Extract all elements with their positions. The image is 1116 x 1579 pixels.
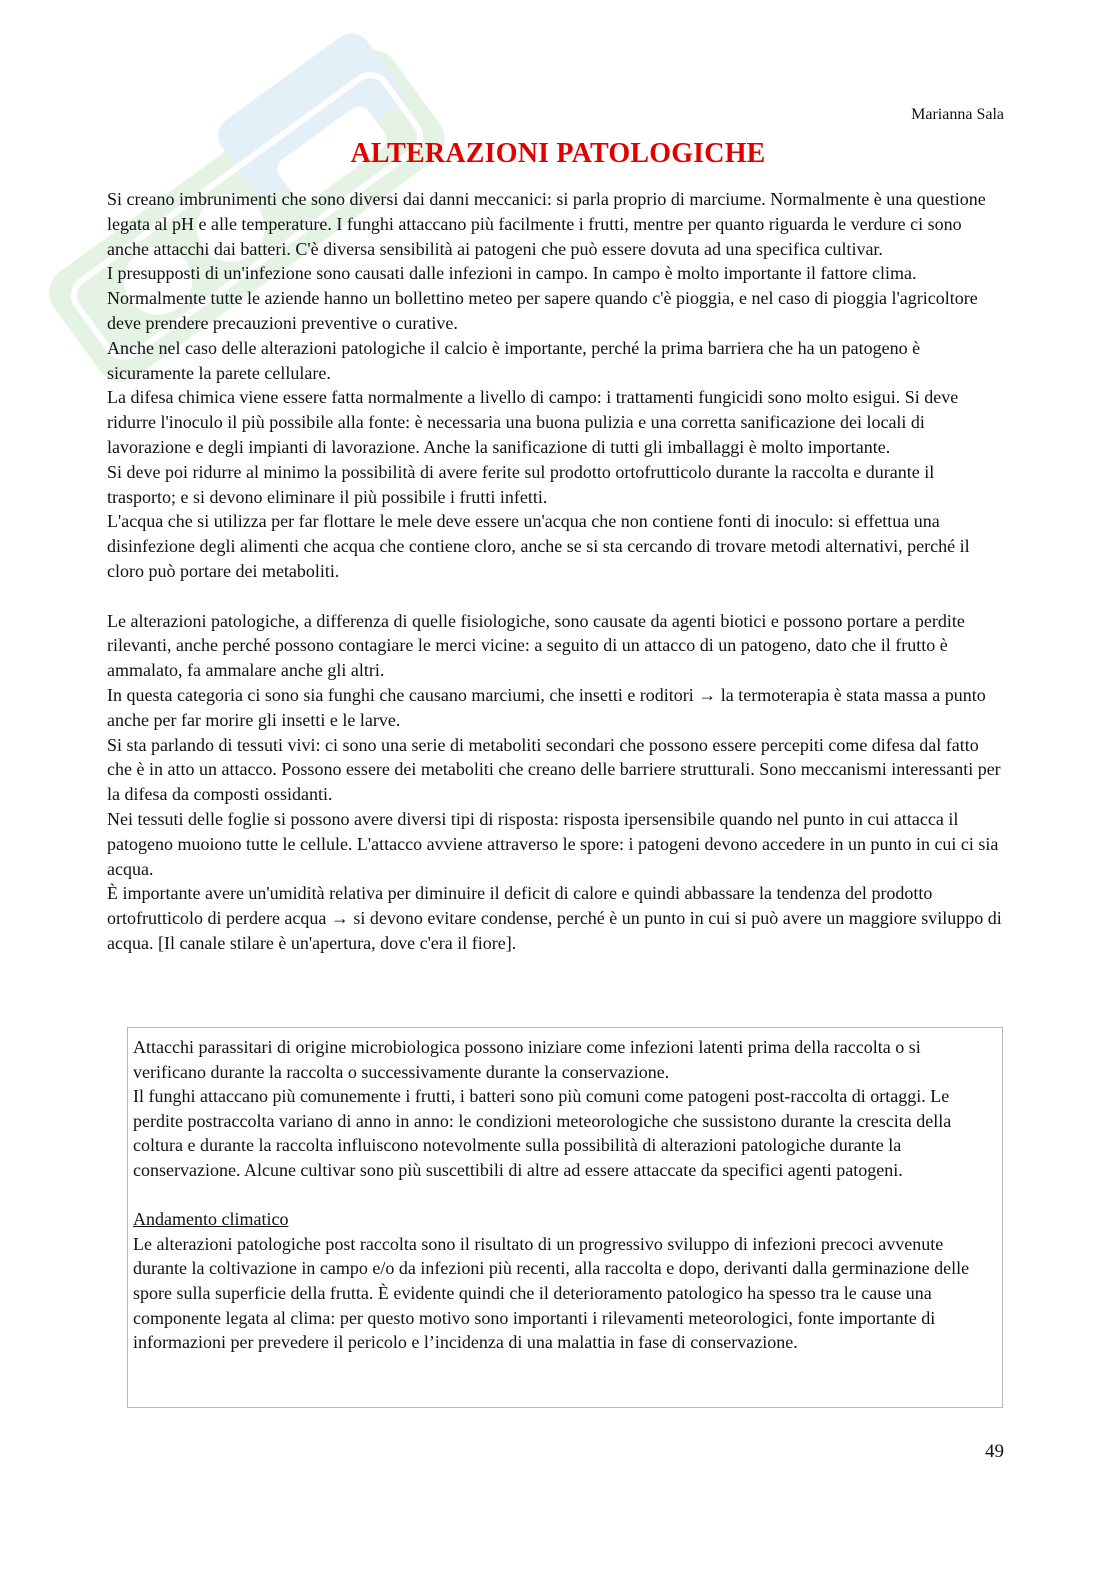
paragraph: La difesa chimica viene essere fatta normalmente a livello di campo: i trattamenti fungicidi sono molto esigui. Si deve ridurre l'inoculo il più possibile alla fonte: è necessaria una buona pulizia e una corretta sanificazione dei locali di lavorazione e degli impianti di lavorazione. Anche la sanificazione di tutti gli imballaggi è molto importante. [107, 387, 959, 457]
paragraph: Si deve poi ridurre al minimo la possibilità di avere ferite sul prodotto ortofrutticolo durante la raccolta e durante il trasporto; e si devono eliminare il più possibile i frutti infetti. [107, 461, 935, 507]
paragraph-spacer [133, 1183, 998, 1208]
paragraph: Si sta parlando di tessuti vivi: ci sono una serie di metaboliti secondari che possono essere percepiti come difesa dal fatto che è in atto un attacco. Possono essere dei metaboliti che creano delle barriere strutturali. Sono meccanismi interessanti per la difesa da composti ossidanti. [107, 734, 1001, 805]
paragraph: È importante avere un'umidità relativa per diminuire il deficit di calore e quindi abbassare la tendenza del prodotto ortofrutticolo di perdere acqua → si devono evitare condense, perché è un punto in cui si può avere un maggiore sviluppo di acqua. [Il canale stilare è un'apertura, dove c'era il fiore]. [107, 883, 1002, 953]
box-subheading: Andamento climatico [133, 1209, 289, 1230]
paragraph-spacer [107, 584, 1005, 609]
paragraph: In questa categoria ci sono sia funghi che causano marciumi, che insetti e roditori → la termoterapia è stata massa a punto anche per far morire gli insetti e le larve. [107, 684, 986, 730]
paragraph: I presupposti di un'infezione sono causati dalle infezioni in campo. In campo è molto importante il fattore clima. Normalmente tutte le aziende hanno un bollettino meteo per sapere quando c'è pioggia, e nel caso di pioggia l'agricoltore deve prendere precauzioni preventive o curative. [107, 263, 978, 333]
box-paragraph: Le alterazioni patologiche post raccolta sono il risultato di un progressivo sviluppo di infezioni precoci avvenute durante la coltivazione in campo e/o da infezioni più recenti, alla raccolta e dopo, derivanti dalla germinazione delle spore sulla superficie della frutta. È evidente quindi che il deterioramento patologico ha spesso tra le cause una componente legata al clima: per questo motivo sono importanti i rilevamenti meteorologici, fonte importante di informazioni per prevedere il pericolo e l’incidenza di una malattia in fase di conservazione. [133, 1233, 970, 1353]
page-title: ALTERAZIONI PATOLOGICHE [350, 138, 766, 169]
main-text [107, 187, 1005, 956]
paragraph: Nei tessuti delle foglie si possono avere diversi tipi di risposta: risposta ipersensibile quando nel punto in cui attacca il patogeno muoiono tutte le cellule. L'attacco avviene attraverso le spore: i patogeni devono accedere in un punto in cui ci sia acqua. [107, 808, 999, 879]
paragraph: Anche nel caso delle alterazioni patologiche il calcio è importante, perché la prima barriera che ha un patogeno è sicuramente la parete cellulare. [107, 337, 921, 383]
paragraph: L'acqua che si utilizza per far flottare le mele deve essere un'acqua che non contiene fonti di inoculo: si effettua una disinfezione degli alimenti che acqua che contiene cloro, anche se si sta cercando di trovare metodi alternativi, perché il cloro può portare dei metaboliti. [107, 511, 970, 581]
box-paragraph: Il funghi attaccano più comunemente i frutti, i batteri sono più comuni come patogeni post-raccolta di ortaggi. Le perdite postraccolta variano di anno in anno: le condizioni meteorologiche che sussistono durante la crescita della coltura e durante la raccolta influiscono notevolmente sulla possibilità di alterazioni patologiche durante la conservazione. Alcune cultivar sono più suscettibili di altre ad essere attaccate da specifici agenti patogeni. [133, 1086, 952, 1180]
summary-box [127, 1027, 1003, 1408]
paragraph: Si creano imbrunimenti che sono diversi dai danni meccanici: si parla proprio di marciume. Normalmente è una questione legata al pH e alle temperature. I funghi attaccano più facilmente i frutti, mentre per quanto riguarda le verdure ci sono anche attacchi dai batteri. C'è diversa sensibilità ai patogeni che può essere dovuta ad una specifica cultivar. [107, 189, 986, 259]
author-name: Marianna Sala [911, 106, 1004, 123]
paragraph: Le alterazioni patologiche, a differenza di quelle fisiologiche, sono causate da agenti biotici e possono portare a perdite rilevanti, anche perché possono contagiare le merci vicine: a seguito di un attacco di un patogeno, dato che il frutto è ammalato, fa ammalare anche gli altri. [107, 610, 965, 681]
page-number: 49 [985, 1441, 1004, 1462]
box-paragraph: Attacchi parassitari di origine microbiologica possono iniziare come infezioni latenti prima della raccolta o si verificano durante la raccolta o successivamente durante la conservazione. [133, 1037, 921, 1082]
